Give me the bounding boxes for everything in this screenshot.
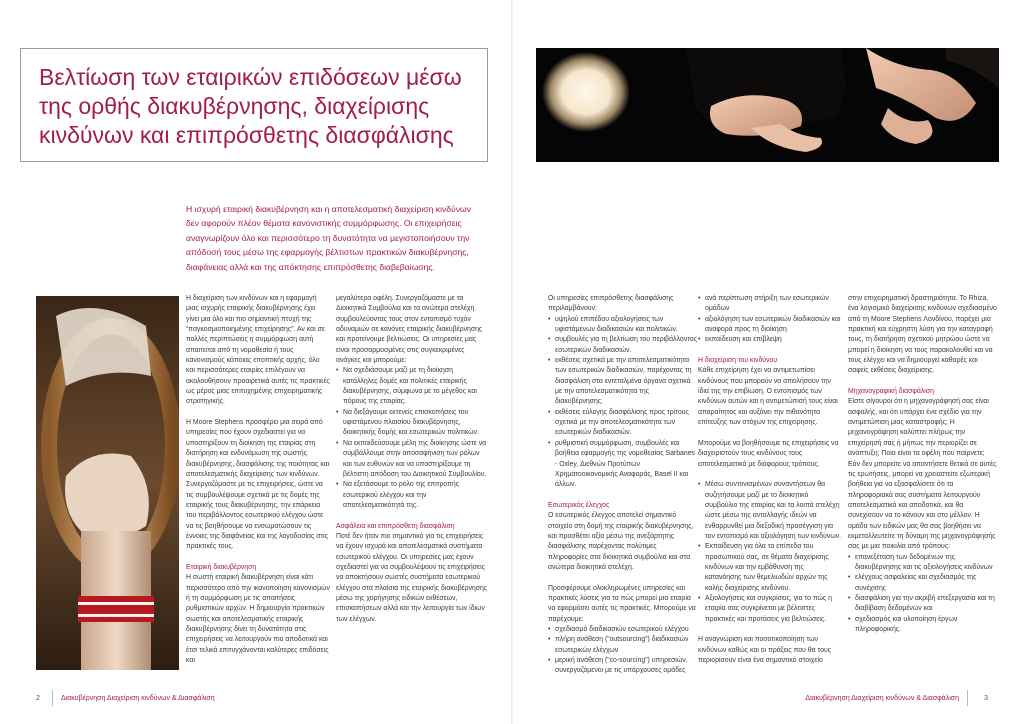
list-item: • ανά περίπτωση στήριξη των εσωτερικών ομάδων (698, 294, 842, 315)
paragraph: Η Moore Stephens προσφέρει μια σειρά από υπηρεσίες που έχουν σχεδιαστεί για να υποστηρίξουν τη διοίκηση της εταιρίας στη διατήρηση και ενδυνάμωση της σωστής διακυβέρνησης, διασφάλισης της ποιότητας και αποτελεσματικής διαχείρισης των κινδύνων. Συνεργαζόμαστε με τις επιχειρήσεις, ώστε να τις συμβουλέψουμε σχετικά με τις δομές της εταιρικής τους διακυβέρνησης, την επάρκεια του περιβάλλοντος εσωτερικού ελέγχου ώστε να τις βοηθήσουμε να ενσωματώσουν τις έννοιες της διαφάνειας και της λογοδοσίας στις πρακτικές τους. (186, 419, 330, 551)
paragraph: μεγαλύτερα οφέλη. Συνεργαζόμαστε με τα Διοικητικά Συμβούλια και τα ανώτερα στελέχη συμβουλεύοντας τους στον εντοπισμό τυχόν αδυναμιών σε κανόνες εταιρικής διακυβέρνησης και προτείνουμε βελτιώσεις. Οι υπηρεσίες μας είναι προσαρμοσμένες στις συγκεκριμένες ανάγκες και μπορούμε: (336, 295, 483, 365)
footer-label-left: Διακυβέρνηση Διαχείριση κινδύνων & Διασφάλιση (61, 694, 215, 702)
paragraph: Κάθε επιχείρηση έχει να αντιμετωπίσει κινδύνους που μπορούν να απειλήσουν την ίδια της την επιβίωση. Ο εντοπισμός των κινδύνων αυτών και η αντιμετώπισή τους είναι απαραίτητος και αυξάνει την πιθανότητα επίτευξης των στόχων της επιχείρησης. (698, 367, 838, 427)
page-fold (511, 0, 513, 724)
text-column-4 (698, 294, 842, 677)
footer-label-right: Διακυβέρνηση Διαχείριση κινδύνων & Διασφάλιση (805, 694, 959, 702)
section-heading-internal-audit: Εσωτερικός έλεγχος (548, 501, 610, 509)
list-item: • Να εξετάσουμε το ρόλο της επιτροπής εσωτερικού ελέγχου και την αποτελεσματικότητά της. (336, 480, 488, 511)
paragraph: Οι υπηρεσίες επιπρόσθετης διασφάλισης περιλαμβάνουν: (548, 295, 674, 313)
rings-photo-illustration (536, 48, 999, 162)
footer-divider (967, 690, 968, 706)
section-heading-corporate-governance: Εταιρική διακυβέρνηση (186, 563, 257, 571)
bullet-list (548, 315, 698, 491)
paragraph: Προσφέρουμε ολοκληρωμένες υπηρεσίες και πρακτικές λύσεις για τα πώς μπορεί μια εταιρία να εφαρμόσει αυτές τις πρακτικές. Μπορούμε να παρέχουμε: (548, 584, 696, 623)
list-item: • μερική ανάθεση (“co-sourcing”) υπηρεσιών, συνεργαζόμενοι με τις υπάρχουσες ομάδες (548, 656, 698, 677)
list-item: • συμβουλές για τη βελτίωση του περιβάλλοντος εσωτερικών διαδικασιών. (548, 335, 698, 356)
list-item: • Εκπαίδευση για όλα τα επίπεδα του προσωπικού σας, σε θέματα διαχείρισης κινδύνων και την εμβάθυνση της κατανόησης των θεμελιωδών αρχών της καλής διαχείρισης κινδύνου. (698, 542, 842, 594)
gymnast-rings-photo (536, 48, 999, 162)
paragraph: Η σωστή εταιρική διακυβέρνηση είναι κάτι περισσότερο από την ικανοποίηση κανονισμών ή τη συμμόρφωση με τις απαιτήσεις ρυθμιστικών αρχών. Η δημιουργία πρακτικών σωστής και αποτελεσματικής εταιρικής διακυβέρνησης δίνει τη δυνατότητα στις επιχειρήσεις να λειτουργούν πιο αποδοτικά και έτσι τελικά επιτυγχάνονται καλύτερες επιδόσεις και (186, 574, 330, 665)
list-item: • υψηλού επιπέδου αξιολογήσεις των υφιστάμενων διαδικασιών και πολιτικών. (548, 315, 698, 336)
text-column-3 (548, 294, 698, 687)
list-item: • διασφάλιση για την ακριβή επεξεργασία και τη διαβίβαση δεδομένων και (848, 594, 998, 615)
section-heading-it-assurance: Μηχανογραφική διασφάλιση (848, 388, 934, 396)
footer-divider (52, 690, 53, 706)
intro-paragraph: Η ισχυρή εταιρική διακυβέρνηση και η αποτελεσματική διαχείριση κινδύνων δεν αφορούν πλέον θέματα κανονιστικής συμμόρφωσης. Οι επιχειρήσεις αναγνωρίζουν όλο και περισσότερο τη δυνατότητα να μεγιστοποιήσουν την απόδοσή τους μέσω της εφαρμογής βέλτιστων πρακτικών διακυβέρνησης, διαφάνειας αλλά και της απόκτησης επιπρόσθετης διαβεβαίωσης. (186, 204, 472, 272)
paragraph: Μπορούμε να βοηθήσουμε τις επιχειρήσεις να διαχειριστούν τους κινδύνους τους αποτελεσματικά με διάφορους τρόπους. (698, 439, 839, 468)
list-item: • αξιολόγηση των εσωτερικών διαδικασιών και αναφορά προς τη διοίκηση (698, 315, 842, 336)
list-item: • Μέσω συντονισμένων συναντήσεων θα συζητήσουμε μαζί με το διοικητικό συμβούλιο της εταιρίας και τα λοιπά στελέχη ώστε μέσω της ανταλλαγής ιδεών να ενθαρρυνθεί μια διεξοδική προσέγγιση για τον εντοπισμό και αξιολόγηση των κινδύνων. (698, 480, 842, 542)
footer-left (36, 690, 215, 706)
bullet-list (548, 625, 698, 677)
paragraph: Είστε σίγουροι ότι η μηχανογράφησή σας είναι ασφαλής, και ότι υπάρχει ένα σχέδιο για την αντιμετώπιση μιας καταστροφής; Η μηχανογράφηση καλύπτει πλήρως την επιχείρησή σας ή μήπως την περιορίζει σε ανάπτυξη; Ποια είναι τα οφέλη που παίρνετε; Εάν δεν μπορείτε να απαντήσετε θετικά σε αυτές τις ερωτήσεις, μπορεί να χρειαστείτε εξωτερική βοήθεια για να εξασφαλίσετε ότι τα πληροφοριακά σας συστήματα λειτουργούν αποτελεσματικά και αποδοτικά, και θα συνεχίσουν να το κάνουν και στο μέλλον. Η ομάδα των ειδικών μας θα σας βοηθήσει να εκμεταλλευτείτε τη δύναμη της μηχανογράφησής σας με μια ποικιλία από τρόπους: (848, 398, 997, 551)
title-box (20, 48, 488, 162)
list-item: • Να διεξάγουμε εκτενείς επισκοπήσεις του υφιστάμενου πλαισίου διακυβέρνησης, διοικητικής δομής και εσωτερικών πολιτικών. (336, 408, 488, 439)
paragraph: Ποτέ δεν ήταν πιο σημαντικό για τις επιχειρήσεις να έχουν ισχυρά και αποτελεσματικά συστήματα εσωτερικού ελέγχου. Οι υπηρεσίες μας έχουν σχεδιαστεί για να συμβουλέψουν τις επιχειρήσεις να αποκτήσουν σωστές συστήματα εσωτερικού ελέγχου στα πλαίσια της εταιρικής διακυβέρνησης μέσω της χορήγησης ειδικών εκθέσεων, επισκοπήσεων αλλά και την λειτουργία των ίδιων των ελέγχων. (336, 532, 488, 623)
gymnast-hand-photo (36, 296, 179, 670)
list-item: • επανεξέταση των δεδομένων της διακυβέρνησης και τις αξιολογήσεις κινδύνων (848, 553, 998, 574)
section-heading-risk-management: Η διαχείριση του κινδύνου (698, 357, 778, 365)
paragraph: Ο εσωτερικός έλεγχος αποτελεί σημαντικό στοιχείο στη δομή της εταιρικής διακυβέρνησης, και προσθέτει αξία μέσω της ανεξάρτητης διασφάλισης παρέχοντας πολύτιμες πληροφορίες στα διοικητικά συμβούλια και στα ανώτερα διοικητικά στελέχη. (548, 512, 694, 571)
footer-right (805, 690, 988, 706)
list-item: • Να εκπαιδεύσουμε μέλη της διοίκησης ώστε να συμβάλλουμε στην αποσαφήνιση των ρόλων και των ευθυνών και να υποστηρίξουμε τη βέλτιστη απόδοση του Διοικητικού Συμβουλίου. (336, 439, 488, 480)
text-column-1 (186, 294, 330, 677)
paragraph: στην επιχειρηματική δραστηριότητα. Το Rhiza, ένα λογισμικό διαχείρισης κινδύνων σχεδιασμένο από τη Moore Stephens Λονδίνου, παρέχει μια πρακτική και εύχρηστη λύση για την καταγραφή τους, τη διατήρηση σχετικού μητρώου ώστε να μπορεί η διοίκηση να τους παρακολουθεί και να τους ελέγχει και να δημιουργεί καθαρές και σαφείς εκθέσεις διαχείρισης. (848, 295, 997, 375)
list-item: • εκπαίδευση και επίβλεψη (698, 335, 842, 345)
hand-photo-illustration (36, 296, 179, 670)
list-item: • σχεδιασμό διαδικασιών εσωτερικού ελέγχου (548, 625, 698, 635)
paragraph: Η διαχείριση των κινδύνων και η εφαρμογή μιας ισχυρής εταιρικής διακυβέρνησης έχει γίνει μια όλο και πιο σημαντική πτυχή της “παγκοσμιοποιημένης επιχείρησης”. Αν και σε πολλές περιπτώσεις η συμμόρφωση αυτή απαιτείται από τη νομοθεσία ή τους κανονισμούς κάποιας εποπτικής αρχής, όλο και περισσότερες εταιρίες επιλέγουν να ακολουθήσουν προαιρετικά αυτές τις πρακτικές ως μέρος μιας επιτυχημένης επιχειρηματικής στρατηγικής. (186, 295, 330, 406)
bullet-list (336, 366, 488, 511)
text-column-2 (336, 294, 488, 635)
list-item: • ελέγχους ασφαλείας και σχεδιασμός της συνέχισης (848, 573, 998, 594)
bullet-list (698, 480, 842, 625)
list-item: • Να σχεδιάσουμε μαζί με τη διοίκηση κατάλληλες δομές και πολιτικές εταιρικής διακυβέρνησης, σύμφωνα με το μέγεθος και πόρους της εταιρίας. (336, 366, 488, 407)
page-title: Βελτίωση των εταιρικών επιδόσεων μέσω της ορθής διακυβέρνησης, διαχείρισης κινδύνων και επιπρόσθετης διασφάλισης (39, 64, 462, 148)
list-item: • εκθέσεις σχετικά με την αποτελεσματικότητα των εσωτερικών διαδικασιών, παρέχοντας τη διασφάλιση στα εντεταλμένα όργανα σχετικά με την αποτελεσματικότητα της διακυβέρνησης. (548, 356, 698, 408)
page-number-left: 2 (36, 694, 40, 702)
paragraph: Η αναγνώριση και ποσοτικοποίηση των κινδύνων καθώς και οι πράξεις που θα τους περιορίσουν είναι ένα σημαντικό στοιχείο (698, 636, 832, 665)
section-heading-assurance: Ασφάλεια και επιπρόσθετη διασφάλιση (336, 522, 455, 530)
list-item: • σχεδιασμός και υλοποίηση έργων πληροφορικής. (848, 615, 998, 636)
page-number-right: 3 (984, 694, 988, 702)
bullet-list (848, 553, 998, 636)
list-item: • πλήρη ανάθεση (“outsourcing”) διαδικασιών εσωτερικών ελέγχων (548, 635, 698, 656)
list-item: • εκθέσεις εύλογης διασφάλισης προς τρίτους σχετικά με την αποτελεσματικότητα των εσωτερικών διαδικασιών. (548, 408, 698, 439)
text-column-5 (848, 294, 998, 646)
bullet-list (698, 294, 842, 346)
list-item: • ρυθμιστική συμμόρφωση, συμβουλές και βοήθεια εφαρμογής της νομοθεσίας Sarbanes - Oxley, Διεθνών Προτύπων Χρηματοοικονομικής Αναφοράς, Basel II και άλλων. (548, 439, 698, 491)
list-item: • Αξιολογήσεις και συγκρίσεις, για το πώς η εταιρία σας συγκρίνεται με βέλτιστες πρακτικές και προτάσεις για βελτιώσεις. (698, 594, 842, 625)
